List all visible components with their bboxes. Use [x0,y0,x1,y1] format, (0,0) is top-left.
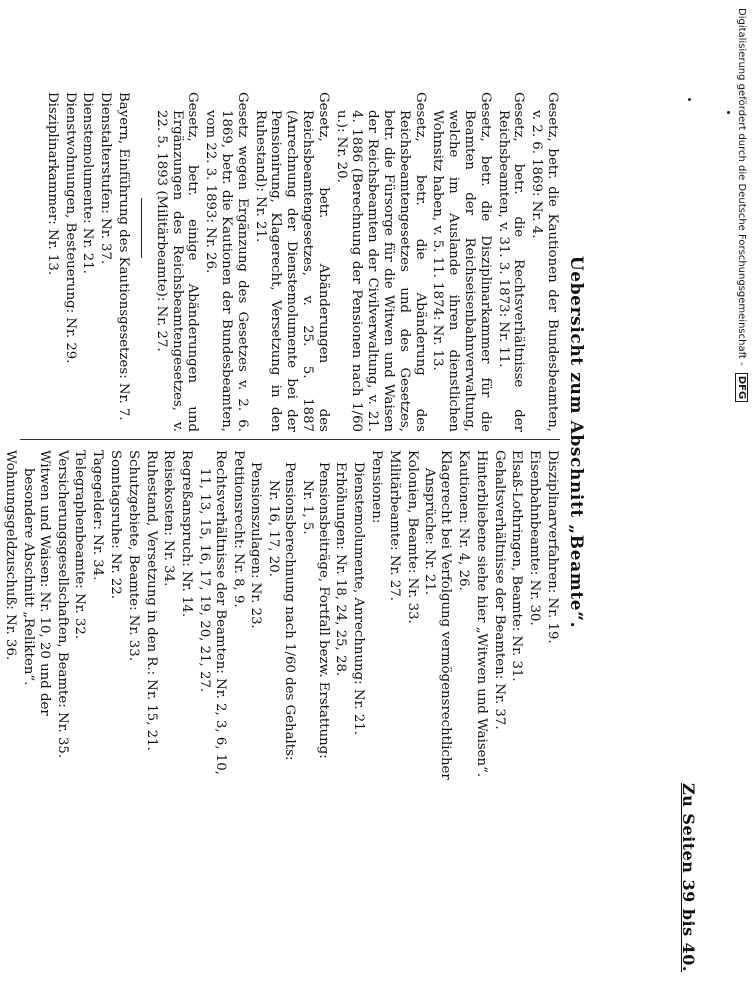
scan-speck-dot [727,111,730,114]
index-entry: Gehaltsverhältnisse der Beamten: Nr. 37. [491,450,507,730]
column-divider-rule [20,439,560,440]
header-line [674,92,698,972]
index-subentry: Pensionsbeiträge, Fortfall bezw. Erstattung: Nr. 1, 5. [299,462,331,759]
index-subentry: Erhöhungen: Nr. 18, 24, 25, 28. [333,462,349,677]
index-entry: Dienstalterstufen: Nr. 37. [98,92,114,265]
index-subentry: Pensionsberechnung nach 1/60 des Gehalts: Nr. 16, 17, 20. [266,462,298,761]
index-entry: Petitionsrecht: Nr. 8, 9. [230,450,246,608]
index-entry: Hinterbliebene siehe hier „Witwen und Waisen“. [473,450,489,778]
index-entry: Klagerecht bei Verfolgung vermögensrechtlicher Ansprüche: Nr. 21. [422,450,454,780]
index-entry: Ruhestand, Versetzung in den R.: Nr. 15, 21. [143,450,159,751]
right-column [1,450,561,780]
index-subentry: Dienstemolumente, Anrechnung: Nr. 21. [351,462,367,735]
index-entry: Pensionen: [369,450,385,524]
index-entry: Sonntagsruhe: Nr. 22. [108,450,124,600]
index-entry: Militärbeamte: Nr. 27. [386,450,402,601]
dfg-logo-badge: DFG [735,373,748,402]
index-entry: Gesetz, betr. die Abänderung des Reichsbeamtengesetzes und des Gesetzes, betr. die Fürsorge für die Witwen und Waisen der Reichsbeamten der Civilverwaltung, v. 21. 4. 1886 (Berechnung der Pensionen nach 1/60 u.): Nr. 20. [333,92,428,432]
index-entry: Reisekosten: Nr. 34. [161,450,177,587]
section-divider [141,198,142,258]
index-entry: Gesetz, betr. Abänderungen des Reichsbeamtengesetzes, v. 25. 5. 1887 (Anrechnung der Dienstemolumente bei der Pensionirung, Klagerecht, Versetzung in den Ruhestand): Nr. 21. [252,92,331,432]
section-title: Uebersicht zum Abschnitt „Beamte“. [566,255,586,629]
index-entry: Rechtsverhältnisse der Beamten: Nr. 2, 3, 6, 10, 11, 13, 15, 16, 17, 19, 20, 21, 27. [197,450,228,775]
index-entry: Telegraphenbeamte: Nr. 32. [72,450,88,640]
page-reference: Zu Seiten 39 bis 40. [679,783,698,972]
index-entry: Witwen und Waisen: Nr. 10, 20 und der besondere Abschnitt „Relikten“. [21,450,52,716]
digitization-note [735,8,748,968]
index-entry: Schutzgebiete, Beamte: Nr. 33. [125,450,141,661]
left-column [42,92,560,432]
digitization-note-text: Digitalisierung gefördert durch die Deutsche Forschungsgemeinschaft - [736,8,747,366]
rotated-page-content [3,92,698,972]
index-entry: Bayern, Einführung des Kautionsgesetzes: Nr. 7. [116,92,132,421]
index-entry: Disziplinarverfahren: Nr. 19. [545,450,560,644]
index-entry: Gesetz wegen Ergänzung des Gesetzes v. 2. 6. 1869, betr. die Kautionen der Bundesbeamten, vom 22. 3. 1893: Nr. 26. [203,92,250,432]
index-entry: Versicherungsgesellschaften, Beamte: Nr. 35. [54,450,70,759]
index-entry: Elsaß-Lothringen, Beamte: Nr. 31. [509,450,525,682]
index-entry: Regreßanspruch: Nr. 14. [179,450,195,618]
index-entry: Kautionen: Nr. 4, 26. [456,450,472,591]
index-entry: Eisenbahnbeamte: Nr. 30. [527,450,543,626]
index-entry: Gesetz, betr. die Rechtsverhältnisse der Reichsbeamten, v. 31. 3. 1873: Nr. 11. [495,92,527,432]
index-subentry: Pensionszulagen: Nr. 23. [248,462,264,629]
index-entry: Tagegelder: Nr. 34. [90,450,106,581]
index-entry: Dienstwohnungen, Besteuerung: Nr. 29. [62,92,78,364]
index-entry: Disziplinarkammer: Nr. 13. [44,92,60,276]
index-entry: Gesetz, betr. die Kautionen der Bundesbeamten, v. 2. 6. 1869: Nr. 4. [529,92,560,432]
index-entry: Gesetz, betr. die Disziplinarkammer für die Beamten der Reichseisenbahnverwaltung, welche im Auslande ihren dienstlichen Wohnsitz haben, v. 5. 11. 1874: Nr. 13. [430,92,493,432]
index-entry: Wohnungsgeldzuschuß: Nr. 36. [3,450,19,661]
index-entry: Gesetz, betr. einige Abänderungen und Ergänzungen des Reichsbeamtengesetzes, v. 22. 5. 1893 (Militärbeamte): Nr. 27. [153,92,201,432]
index-entry: Dienstemolumente: Nr. 21. [80,92,96,274]
index-entry: Kolonien, Beamte: Nr. 33. [404,450,420,624]
